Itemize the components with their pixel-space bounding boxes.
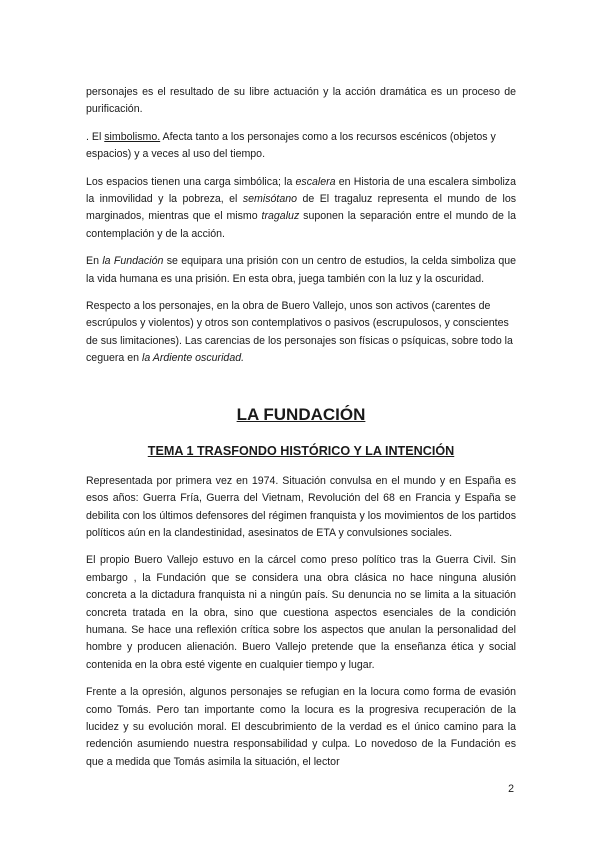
italic-escalera: escalera [295,175,336,188]
paragraph-espacios [86,174,516,244]
text-run: en Historia de una escalera simboliza la inmovilidad y la pobreza, el [86,175,516,206]
page-number: 2 [508,783,514,795]
page-content [86,84,516,781]
paragraph-buero-carcel: El propio Buero Vallejo estuvo en la cárcel como preso político tras la Guerra Civil. Sin embargo , la Fundación que se considera una obra clásica no hace ninguna alusión concreta a la dictadura franquista ni a ningún país. Su denuncia no se limita a la situación concreta tratada en la obra, sino que cuestiona aspectos esenciales de la condición humana. Se hace una reflexión crítica sobre los aspectos que anulan la personalidad del hombre y producen alienación. Buero Vallejo pretende que la enseñanza ética y social contenida en la obra esté vigente en cualquier tiempo y lugar. [86,554,516,671]
paragraph-representada: Representada por primera vez en 1974. Situación convulsa en el mundo y en España es esos años: Guerra Fría, Guerra del Vietnam, Revolución del 68 en Francia y España se debilita con los últimos defensores del régimen franquista y los movimientos de los partidos políticos aún en la clandestinidad, asesinatos de ETA y convulsiones sociales. [86,474,516,539]
italic-tragaluz: tragaluz [261,210,300,223]
term-simbolismo: simbolismo. [104,130,161,143]
paragraph-continuation: personajes es el resultado de su libre actuación y la acción dramática es un proceso de purificación. [86,86,516,116]
italic-semisotano: semisótano [242,193,298,206]
italic-la-fundacion: la Fundación [102,255,164,268]
section-subtitle: TEMA 1 TRASFONDO HISTÓRICO Y LA INTENCIÓN [147,443,455,458]
text-run: Los espacios tienen una carga simbólica; la [86,175,296,188]
text-run: se equipara una prisión con un centro de estudios, la celda simboliza que la vida humana es una prisión. En esta obra, juega también con la luz y la oscuridad. [86,255,516,285]
paragraph-fundacion-prision [86,253,516,288]
italic-ardiente-oscuridad: la Ardiente oscuridad. [141,352,245,365]
paragraph-text: Afecta tanto a los personajes como a los recursos escénicos (objetos y espacios) y a veces al uso del tiempo. [86,130,496,161]
text-run: En [86,255,103,268]
paragraph-opresion: Frente a la opresión, algunos personajes se refugian en la locura como forma de evasión como Tomás. Pero tan importante como la locura es la progresiva recuperación de la lucidez y su evolución moral. El descubrimiento de la verdad es el único camino para la redención asumiendo nuestra responsabilidad y culpa. Lo novedoso de la Fundación es que a medida que Tomás asimila la situación, el lector [86,686,516,768]
text-run: de El tragaluz representa el mundo de los marginados, mientras que el mismo [86,193,517,223]
text-run: Respecto a los personajes, en la obra de Buero Vallejo, unos son activos (carentes de escrúpulos y violentos) y otros son contemplativos o pasivos (escrupulosos, y conscientes de sus limitaciones). Las carencias de los personajes son físicas o psíquicas, sobre todo la ceguera en [86,300,513,365]
text-run: suponen la separación entre el mundo de la contemplación y de la acción. [86,210,516,240]
paragraph-prefix: . El [86,130,105,143]
paragraph-simbolismo [86,129,516,164]
section-title: LA FUNDACIÓN [236,404,366,424]
paragraph-personajes [86,298,516,368]
